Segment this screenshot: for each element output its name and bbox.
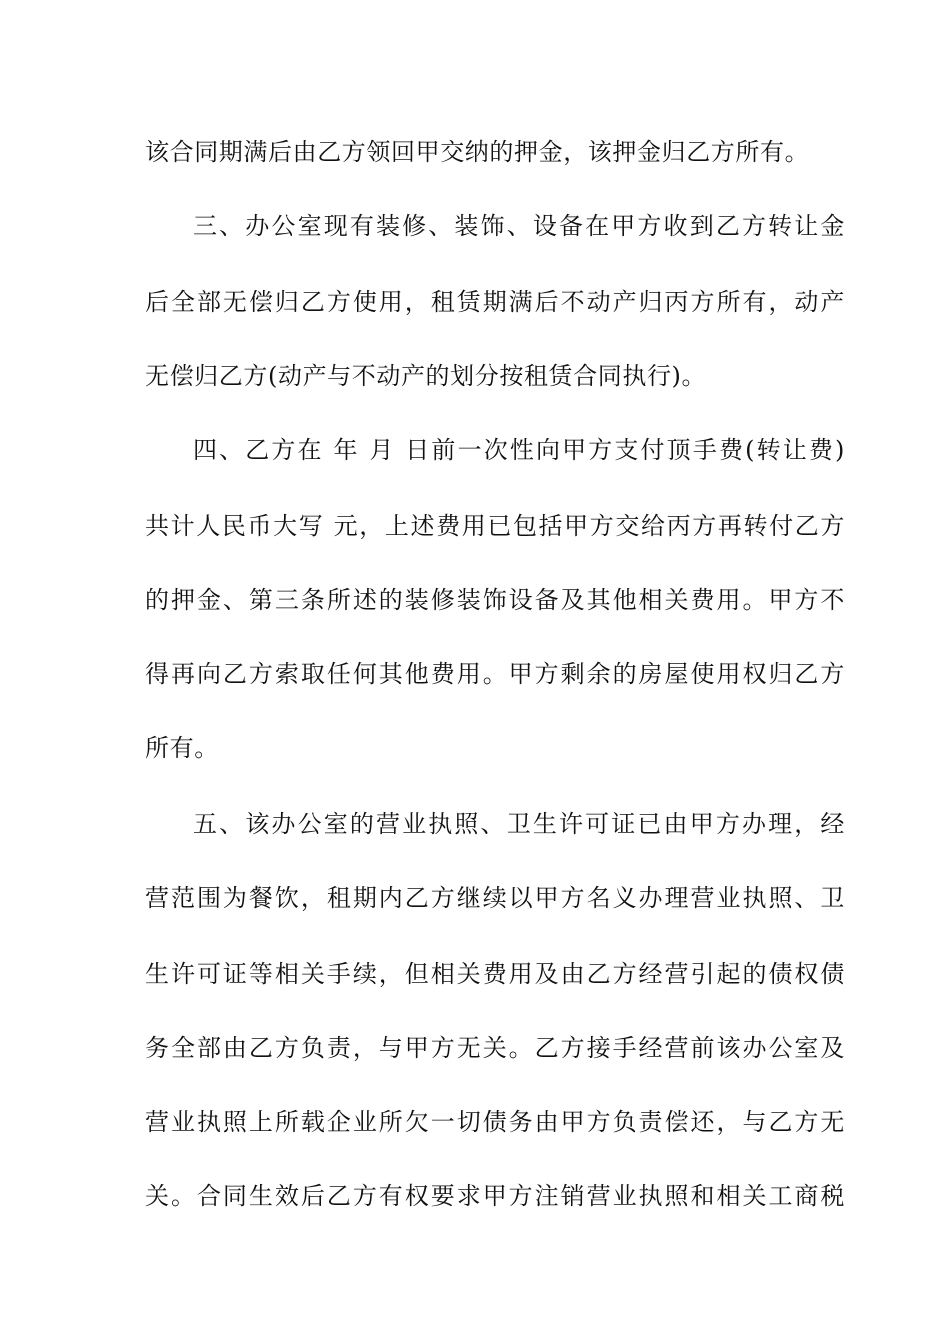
text-line: 营范围为餐饮，租期内乙方继续以甲方名义办理营业执照、卫 xyxy=(145,884,845,912)
paragraph-start-line: 三、办公室现有装修、装饰、设备在甲方收到乙方转让金 xyxy=(193,212,845,240)
text-line: 共计人民币大写 元，上述费用已包括甲方交给丙方再转付乙方 xyxy=(145,512,845,540)
text-line: 所有。 xyxy=(145,734,219,762)
text-line: 营业执照上所载企业所欠一切债务由甲方负责偿还，与乙方无 xyxy=(145,1108,845,1136)
paragraph-start-line: 五、该办公室的营业执照、卫生许可证已由甲方办理，经 xyxy=(193,810,845,838)
text-line: 务全部由乙方负责，与甲方无关。乙方接手经营前该办公室及 xyxy=(145,1034,845,1062)
text-line: 得再向乙方索取任何其他费用。甲方剩余的房屋使用权归乙方 xyxy=(145,660,845,688)
text-line: 无偿归乙方(动产与不动产的划分按租赁合同执行)。 xyxy=(145,362,707,390)
text-line: 关。合同生效后乙方有权要求甲方注销营业执照和相关工商税 xyxy=(145,1182,845,1210)
text-line: 生许可证等相关手续，但相关费用及由乙方经营引起的债权债 xyxy=(145,960,845,988)
text-line: 后全部无偿归乙方使用，租赁期满后不动产归丙方所有，动产 xyxy=(145,288,845,316)
text-line: 的押金、第三条所述的装修装饰设备及其他相关费用。甲方不 xyxy=(145,586,845,614)
text-line: 该合同期满后由乙方领回甲交纳的押金，该押金归乙方所有。 xyxy=(145,138,810,166)
paragraph-start-line: 四、乙方在 年 月 日前一次性向甲方支付顶手费(转让费) xyxy=(193,436,845,464)
